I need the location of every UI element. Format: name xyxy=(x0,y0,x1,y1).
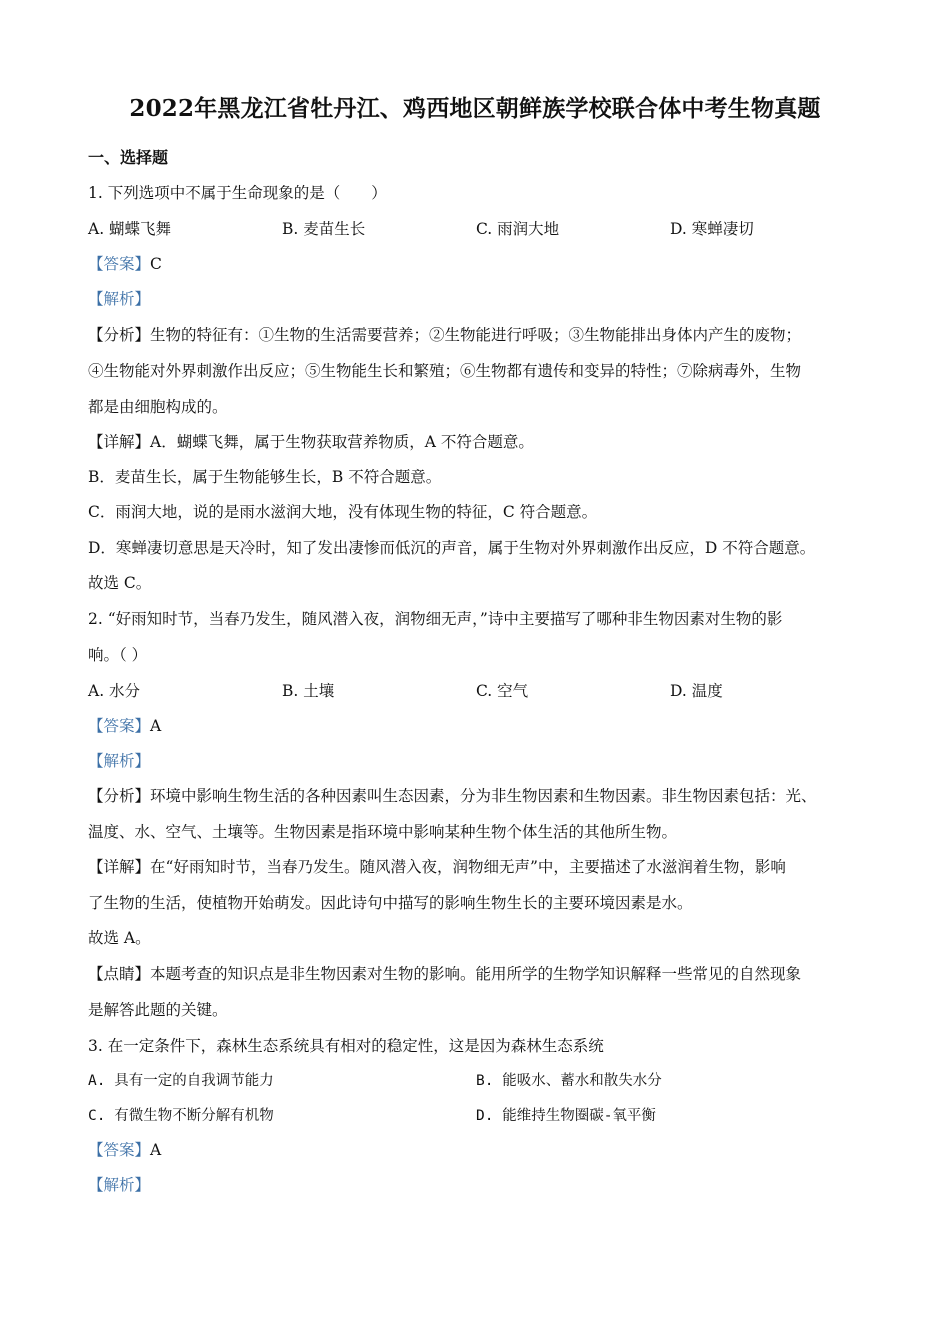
q3-option-b: B. 能吸水、蓄水和散失水分 xyxy=(476,1073,662,1089)
q1-analysis-tag: 【解析】 xyxy=(88,290,151,308)
q3-analysis-tag: 【解析】 xyxy=(88,1176,151,1194)
answer-value: C xyxy=(150,255,162,273)
fenxi-tag: 【分析】 xyxy=(88,326,151,344)
dianjing-tag: 【点睛】 xyxy=(88,965,151,983)
q2-fenxi-line-2: 温度、水、空气、土壤等。生物因素是指环境中影响某种生物个体生活的其他所生物。 xyxy=(88,823,678,841)
q1-option-b: B. 麦苗生长 xyxy=(282,220,366,238)
answer-value: A xyxy=(150,717,162,735)
q2-xiangjie-line-2: 了生物的生活，使植物开始萌发。因此诗句中描写的影响生物生长的主要环境因素是水。 xyxy=(88,894,693,912)
q1-xiangjie-line-3: C．雨润大地，说的是雨水滋润大地，没有体现生物的特征，C 符合题意。 xyxy=(88,503,598,521)
q1-fenxi-line-3: 都是由细胞构成的。 xyxy=(88,398,228,416)
answer-tag: 【答案】 xyxy=(88,1141,151,1159)
q3-option-d: D. 能维持生物圈碳-氧平衡 xyxy=(476,1108,656,1124)
answer-value: A xyxy=(150,1141,162,1159)
q2-fenxi-line-1 xyxy=(88,786,817,806)
xiangjie-text: 在“好雨知时节，当春乃发生。随风潜入夜，润物细无声”中，主要描述了水滋润着生物，影响 xyxy=(150,858,786,876)
answer-tag: 【答案】 xyxy=(88,255,151,273)
q2-stem-line-1: 2. “好雨知时节，当春乃发生，随风潜入夜，润物细无声，”诗中主要描写了哪种非生物因素对生物的影 xyxy=(88,610,783,628)
fenxi-text: 环境中影响生物生活的各种因素叫生态因素，分为非生物因素和生物因素。非生物因素包括：光、 xyxy=(150,787,817,805)
q1-xiangjie-line-1 xyxy=(88,432,534,452)
document-title: 2022年黑龙江省牡丹江、鸡西地区朝鲜族学校联合体中考生物真题 xyxy=(129,95,821,122)
xiangjie-text: A．蝴蝶飞舞，属于生物获取营养物质，A 不符合题意。 xyxy=(150,433,534,451)
q1-conclusion: 故选 C。 xyxy=(88,574,152,592)
q1-option-a: A. 蝴蝶飞舞 xyxy=(88,220,172,238)
q2-conclusion: 故选 A。 xyxy=(88,929,151,947)
q1-answer xyxy=(88,254,162,274)
xiangjie-tag: 【详解】 xyxy=(88,858,151,876)
q1-stem: 1. 下列选项中不属于生命现象的是（ ） xyxy=(88,184,387,202)
q3-option-c: C. 有微生物不断分解有机物 xyxy=(88,1108,274,1124)
fenxi-text: 生物的特征有：①生物的生活需要营养；②生物能进行呼吸；③生物能排出身体内产生的废物； xyxy=(150,326,802,344)
q2-option-b: B. 土壤 xyxy=(282,682,335,700)
q2-answer xyxy=(88,716,161,736)
q1-option-d: D. 寒蝉凄切 xyxy=(670,220,754,238)
q2-dianjing-line-2: 是解答此题的关键。 xyxy=(88,1001,228,1019)
answer-tag: 【答案】 xyxy=(88,717,151,735)
q3-stem: 3. 在一定条件下，森林生态系统具有相对的稳定性，这是因为森林生态系统 xyxy=(88,1037,604,1055)
q1-xiangjie-line-4: D．寒蝉凄切意思是天冷时，知了发出凄惨而低沉的声音，属于生物对外界刺激作出反应，D 不符合题意。 xyxy=(88,539,816,557)
q2-option-a: A. 水分 xyxy=(88,682,141,700)
section-heading: 一、选择题 xyxy=(88,148,169,167)
q2-xiangjie-line-1 xyxy=(88,857,786,877)
q2-option-c: C. 空气 xyxy=(476,682,529,700)
q1-xiangjie-line-2: B．麦苗生长，属于生物能够生长，B 不符合题意。 xyxy=(88,468,442,486)
q2-stem-line-2: 响。（ ） xyxy=(88,646,148,664)
q2-analysis-tag: 【解析】 xyxy=(88,752,151,770)
q3-answer xyxy=(88,1140,161,1160)
q2-dianjing-line-1 xyxy=(88,964,801,984)
q1-fenxi-line-1 xyxy=(88,325,801,345)
q1-fenxi-line-2: ④生物能对外界刺激作出反应；⑤生物能生长和繁殖；⑥生物都有遗传和变异的特性；⑦除病毒外，生物 xyxy=(88,362,802,380)
dianjing-text: 本题考查的知识点是非生物因素对生物的影响。能用所学的生物学知识解释一些常见的自然现象 xyxy=(150,965,802,983)
q1-option-c: C. 雨润大地 xyxy=(476,220,560,238)
q2-option-d: D. 温度 xyxy=(670,682,723,700)
xiangjie-tag: 【详解】 xyxy=(88,433,151,451)
fenxi-tag: 【分析】 xyxy=(88,787,151,805)
q3-option-a: A. 具有一定的自我调节能力 xyxy=(88,1073,274,1089)
